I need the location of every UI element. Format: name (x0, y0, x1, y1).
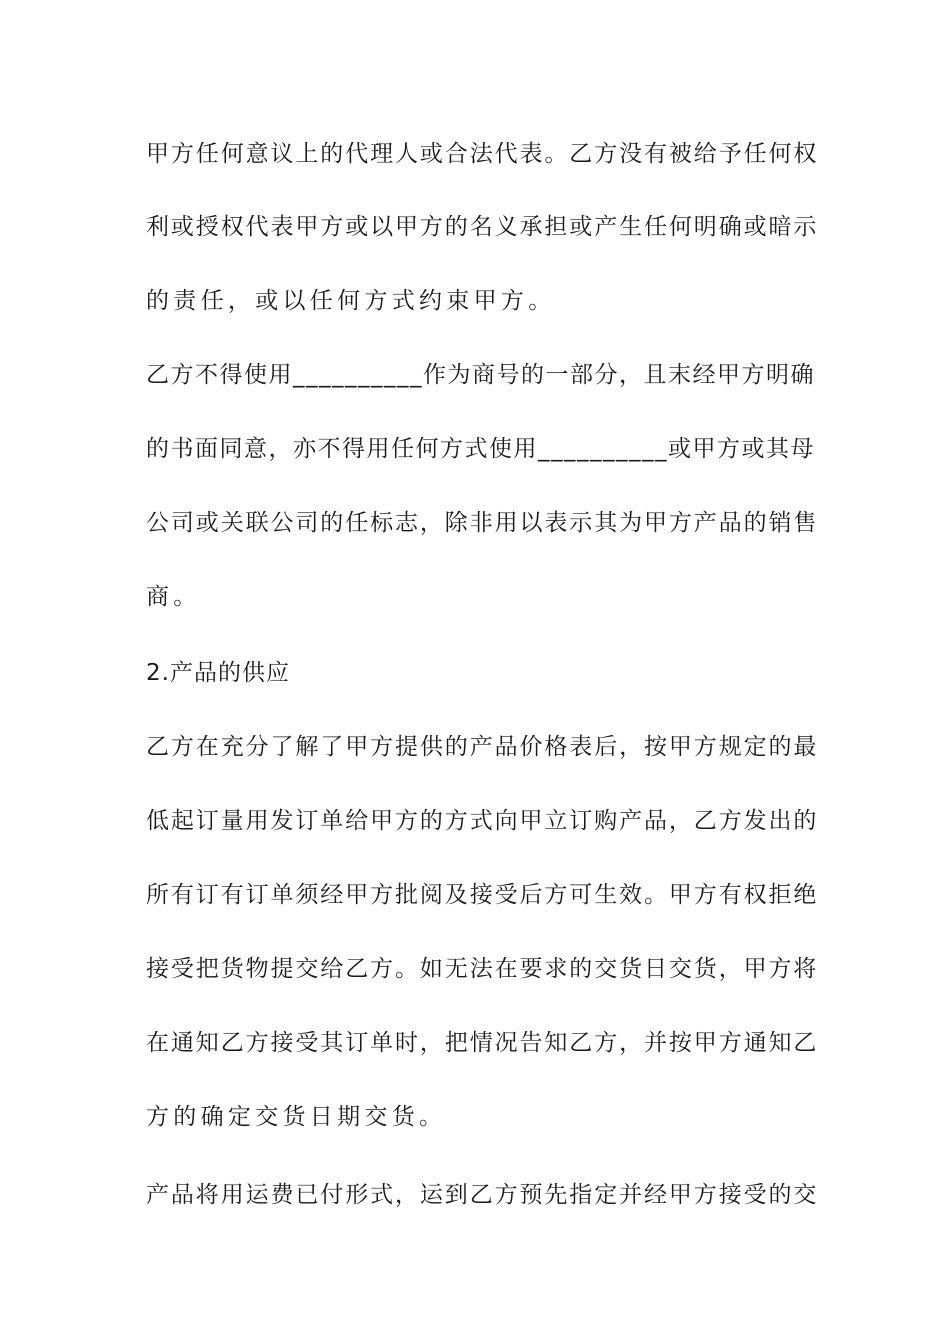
text-line: 产品将用运费已付形式，运到乙方预先指定并经甲方接受的交 (146, 1182, 819, 1208)
text-line: 的书面同意，亦不得用任何方式使用__________或甲方或其母 (146, 436, 815, 462)
text-line: 低起订量用发订单给甲方的方式向甲立订购产品，乙方发出的 (146, 808, 819, 834)
text-line: 甲方任何意议上的代理人或合法代表。乙方没有被给予任何权 (146, 141, 819, 167)
text-line: 公司或关联公司的任标志，除非用以表示其为甲方产品的销售 (146, 510, 819, 536)
text-line: 的责任，或以任何方式约束甲方。 (146, 288, 556, 314)
text-line: 商。 (146, 584, 201, 610)
text-line: 乙方在充分了解了甲方提供的产品价格表后，按甲方规定的最 (146, 734, 819, 760)
text-line: 乙方不得使用__________作为商号的一部分，且末经甲方明确 (146, 362, 815, 388)
text-line: 接受把货物提交给乙方。如无法在要求的交货日交货，甲方将 (146, 956, 819, 982)
text-line: 在通知乙方接受其订单时，把情况告知乙方，并按甲方通知乙 (146, 1030, 819, 1056)
text-line: 方的确定交货日期交货。 (146, 1104, 447, 1130)
text-line: 所有订有订单须经甲方批阅及接受后方可生效。甲方有权拒绝 (146, 882, 819, 908)
section-heading: 2.产品的供应 (146, 660, 290, 686)
text-line: 利或授权代表甲方或以甲方的名义承担或产生任何明确或暗示 (146, 214, 819, 240)
